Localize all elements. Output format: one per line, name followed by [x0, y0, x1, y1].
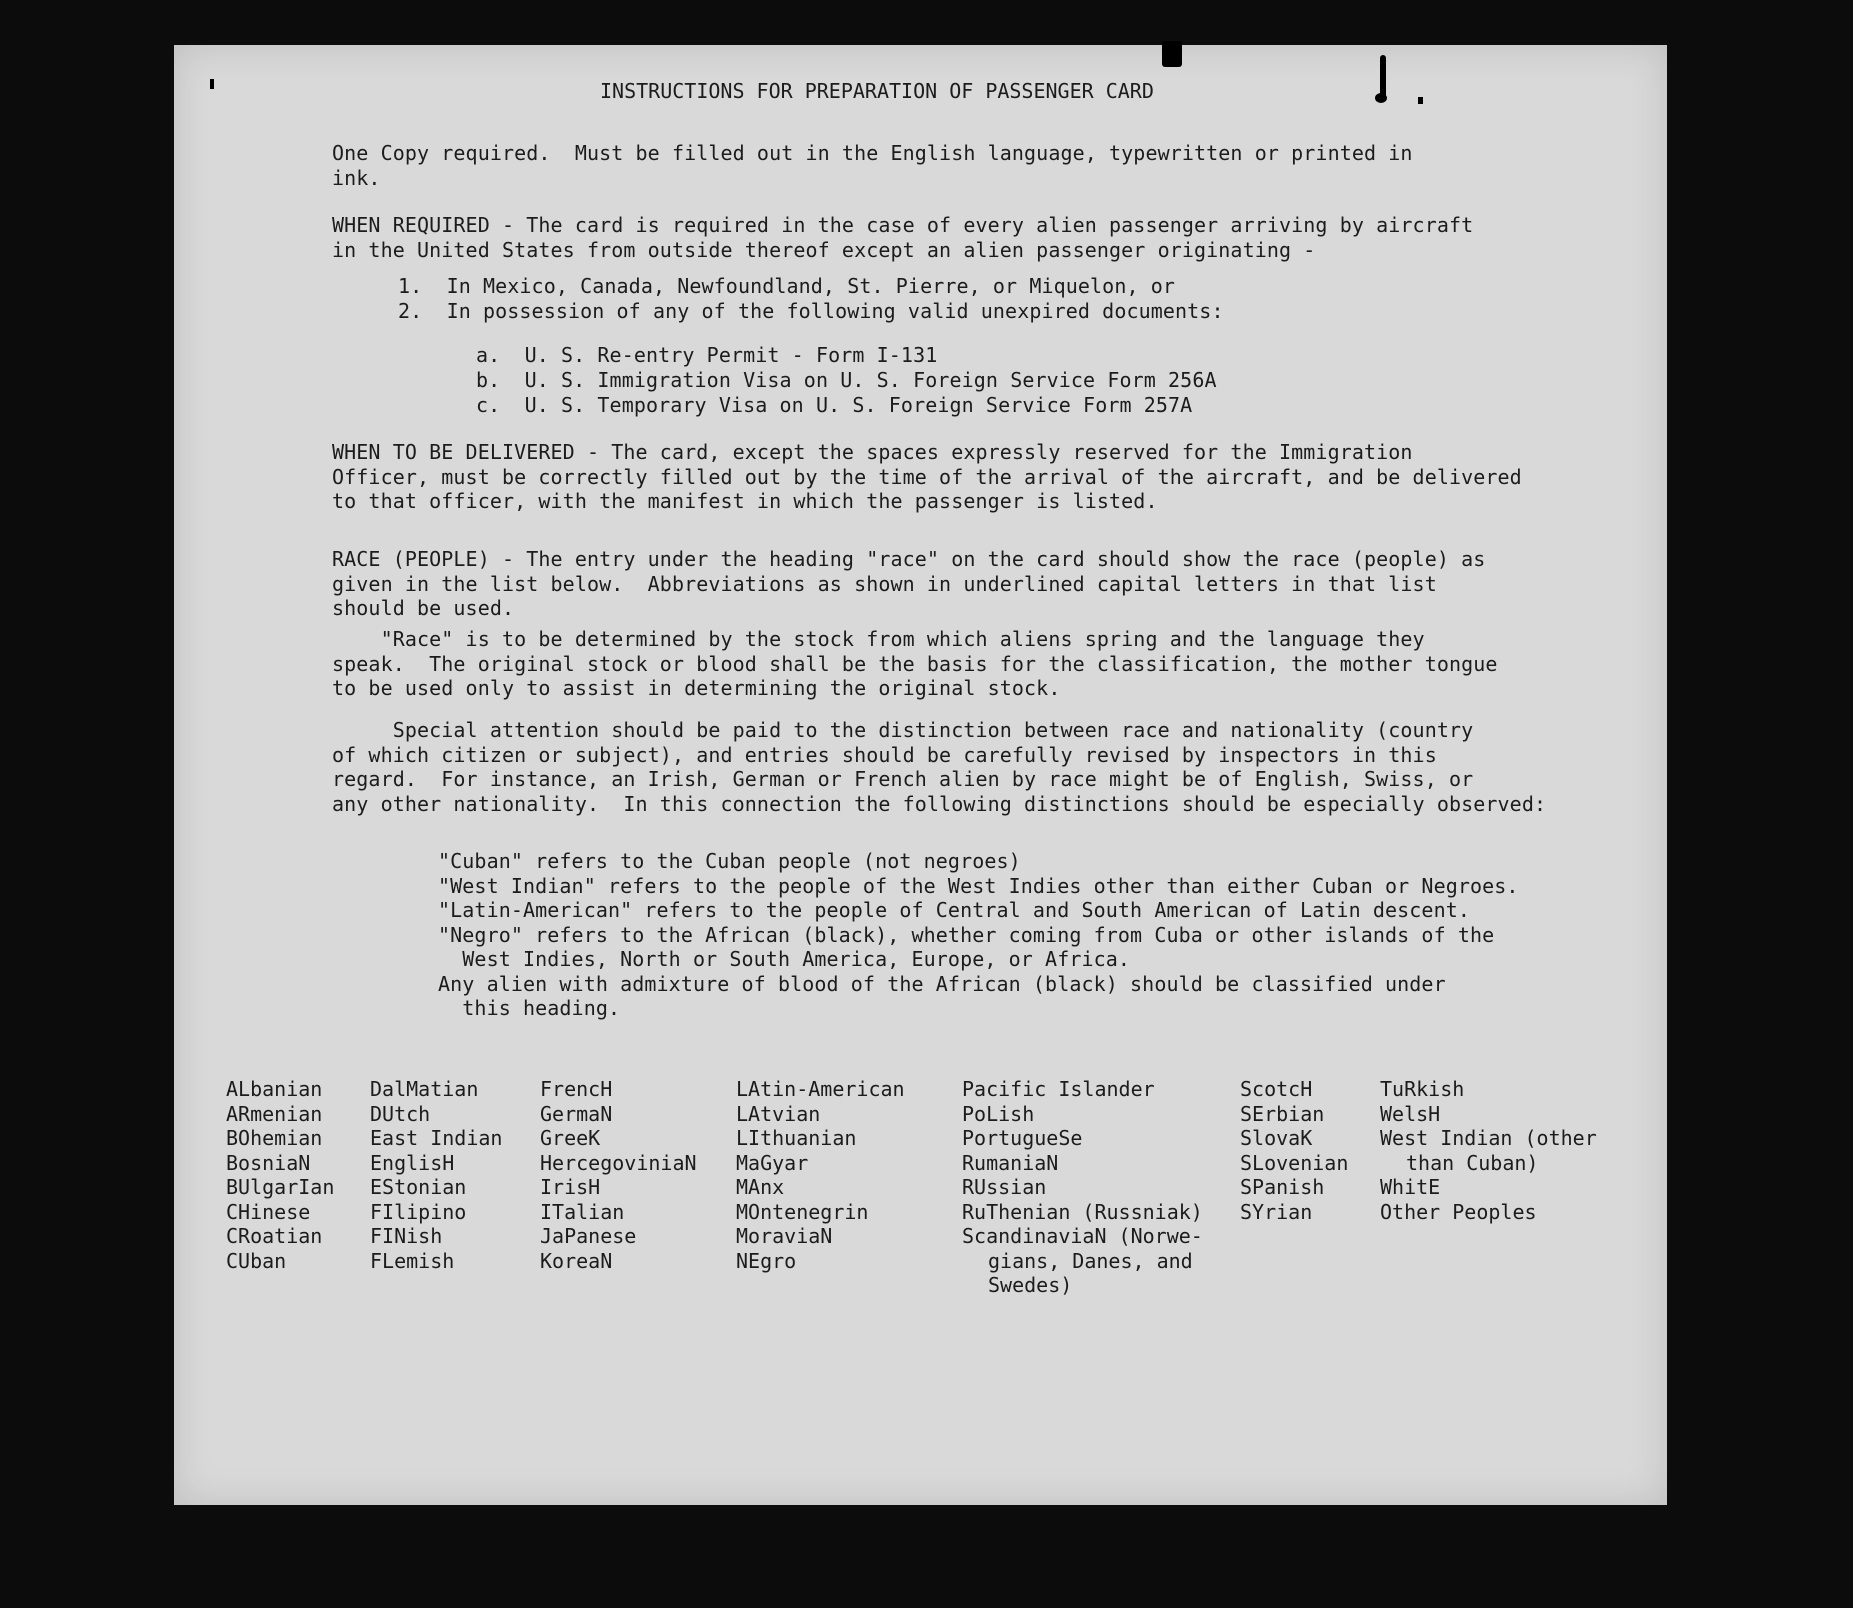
race-item: RuThenian (Russniak): [962, 1199, 1203, 1224]
race-item: SPanish: [1240, 1175, 1325, 1199]
document-c: c. U. S. Temporary Visa on U. S. Foreign Service Form 257A: [476, 393, 1193, 417]
condition-2: 2. In possession of any of the following valid unexpired documents:: [398, 299, 1224, 323]
race-item: NEgro: [736, 1248, 797, 1273]
race-item: SYrian: [1240, 1199, 1313, 1224]
when-required-paragraph: WHEN REQUIRED - The card is required in the case of every alien passenger arriving by aircraft in the United States from outside thereof except an alien passenger originating -: [332, 213, 1474, 262]
race-item-continuation: gians, Danes, and: [988, 1248, 1193, 1273]
race-item: CHinese: [226, 1199, 311, 1224]
ink-mark: [1418, 97, 1423, 104]
race-item: LAtin-American: [736, 1077, 905, 1101]
race-item: BosniaN: [226, 1150, 311, 1175]
race-item: JaPanese: [540, 1224, 637, 1248]
race-item: CRoatian: [226, 1224, 323, 1248]
race-item: Other Peoples: [1380, 1199, 1537, 1224]
race-item: BOhemian: [226, 1126, 323, 1150]
race-column-4: [736, 1077, 905, 1273]
race-intro-paragraph: RACE (PEOPLE) - The entry under the heading "race" on the card should show the race (people) as given in the list below. Abbreviations as shown in underlined capital letters in that list should be used.: [332, 547, 1486, 620]
race-item: ScotcH: [1240, 1077, 1313, 1101]
race-item: Pacific Islander: [962, 1077, 1155, 1101]
ink-mark: [1375, 93, 1387, 103]
race-column-7: [1380, 1077, 1597, 1224]
race-item: MAnx: [736, 1175, 785, 1199]
document-page: [174, 45, 1667, 1505]
intro-paragraph: One Copy required. Must be filled out in the English language, typewritten or printed in ink.: [332, 141, 1413, 190]
race-item-continuation: Swedes): [988, 1273, 1073, 1297]
race-item: East Indian: [370, 1126, 503, 1150]
race-item: LIthuanian: [736, 1126, 857, 1150]
race-item: ITalian: [540, 1199, 625, 1224]
ink-mark: [1162, 41, 1182, 67]
race-item: SLovenian: [1240, 1150, 1349, 1175]
race-item: MOntenegrin: [736, 1199, 869, 1224]
race-item: GermaN: [540, 1101, 613, 1126]
race-item: WhitE: [1380, 1175, 1441, 1199]
race-item: ScandinaviaN (Norwe-: [962, 1224, 1203, 1248]
ink-mark: [210, 79, 214, 89]
document-a: a. U. S. Re-entry Permit - Form I-131: [476, 343, 938, 367]
special-attention-paragraph: Special attention should be paid to the distinction between race and nationality (country of which citizen or subject), and entries should be carefully revised by inspectors in this regard. For instance, an Irish, German or French alien by race might be of English, Swiss, or any other nationality. In this connection the following distinctions should be especially observed:: [332, 718, 1547, 816]
race-item: DalMatian: [370, 1077, 479, 1101]
race-column-1: [226, 1077, 334, 1273]
race-item: RUssian: [962, 1175, 1047, 1199]
race-item: FIlipino: [370, 1199, 467, 1224]
race-item: EnglisH: [370, 1150, 455, 1175]
race-item: FLemish: [370, 1248, 455, 1273]
race-item: West Indian (other: [1380, 1126, 1597, 1150]
condition-1: 1. In Mexico, Canada, Newfoundland, St. Pierre, or Miquelon, or: [398, 274, 1176, 298]
race-item: EStonian: [370, 1175, 467, 1199]
race-column-2: [370, 1077, 502, 1273]
race-determined-paragraph: "Race" is to be determined by the stock from which aliens spring and the language they speak. The original stock or blood shall be the basis for the classification, the mother tongue to be used only to assist in determining the original stock.: [332, 627, 1498, 700]
document-b: b. U. S. Immigration Visa on U. S. Foreign Service Form 256A: [476, 368, 1217, 392]
race-item: DUtch: [370, 1101, 431, 1126]
race-item: FrencH: [540, 1077, 613, 1101]
distinctions-list: "Cuban" refers to the Cuban people (not negroes) "West Indian" refers to the people of the West Indies other than either Cuban or Negroes. "Latin-American" refers to the people of Central and South American of Latin descent. "Negro" refers to the African (black), whether coming from Cuba or other islands of the West Indies, North or South America, Europe, or Africa. Any alien with admixture of blood of the African (black) should be classified under this heading.: [438, 849, 1519, 1020]
race-item: FINish: [370, 1224, 443, 1248]
race-item: GreeK: [540, 1126, 601, 1150]
when-delivered-paragraph: WHEN TO BE DELIVERED - The card, except the spaces expressly reserved for the Immigration Officer, must be correctly filled out by the time of the arrival of the aircraft, and be delivered to that officer, with the manifest in which the passenger is listed.: [332, 440, 1522, 513]
race-item: ALbanian: [226, 1077, 323, 1101]
race-item: PoLish: [962, 1101, 1035, 1126]
race-item-continuation: than Cuban): [1406, 1150, 1539, 1175]
page-title: INSTRUCTIONS FOR PREPARATION OF PASSENGER CARD: [600, 79, 1154, 103]
race-item: RumaniaN: [962, 1150, 1059, 1175]
race-column-6: [1240, 1077, 1348, 1224]
race-item: IrisH: [540, 1175, 601, 1199]
race-item: WelsH: [1380, 1101, 1441, 1126]
race-item: KoreaN: [540, 1248, 613, 1273]
race-column-3: [540, 1077, 697, 1273]
race-item: ARmenian: [226, 1101, 323, 1126]
race-item: MoraviaN: [736, 1224, 833, 1248]
race-item: SErbian: [1240, 1101, 1325, 1126]
race-item: PortugueSe: [962, 1126, 1083, 1150]
race-item: LAtvian: [736, 1101, 821, 1126]
race-item: TuRkish: [1380, 1077, 1465, 1101]
race-item: HercegoviniaN: [540, 1150, 697, 1175]
race-item: SlovaK: [1240, 1126, 1313, 1150]
race-item: BUlgarIan: [226, 1175, 335, 1199]
race-column-5: [962, 1077, 1203, 1298]
race-item: MaGyar: [736, 1150, 809, 1175]
race-item: CUban: [226, 1248, 287, 1273]
